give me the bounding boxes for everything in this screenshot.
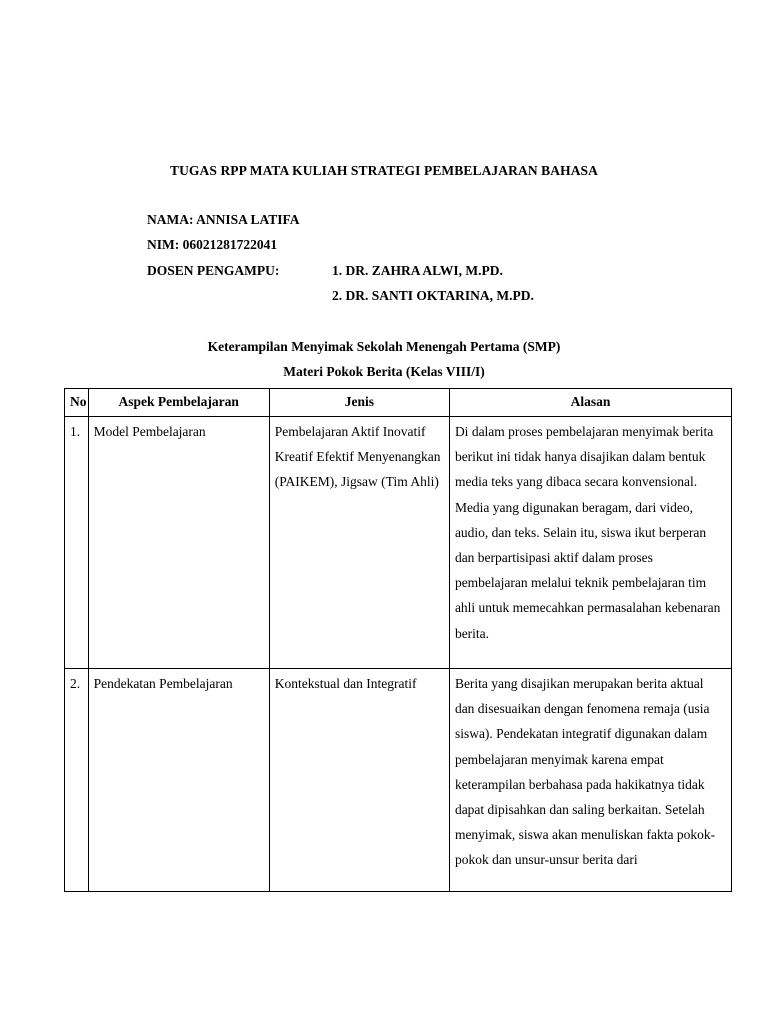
lecturer-label: DOSEN PENGAMPU:: [147, 263, 280, 278]
lesson-table: [64, 388, 732, 892]
table-row: [65, 417, 732, 669]
header-alasan: Alasan: [449, 389, 731, 417]
cell-no: 1.: [65, 417, 89, 669]
lecturer-2: 2. DR. SANTI OKTARINA, M.PD.: [332, 288, 534, 303]
cell-alasan: Berita yang disajikan merupakan berita aktual dan disesuaikan dengan fenomena remaja (usia siswa). Pendekatan integratif digunakan dalam pembelajaran menyimak karena empat keterampilan berbahasa pada hakikatnya tidak dapat dipisahkan dan saling berkaitan. Setelah menyimak, siswa akan menuliskan fakta pokok-pokok dan unsur-unsur berita dari: [449, 669, 731, 892]
cell-jenis: Pembelajaran Aktif Inovatif Kreatif Efektif Menyenangkan (PAIKEM), Jigsaw (Tim Ahli): [269, 417, 449, 669]
cell-alasan: Di dalam proses pembelajaran menyimak berita berikut ini tidak hanya disajikan dalam bentuk media teks yang dibaca secara konvensional. Media yang digunakan beragam, dari video, audio, dan teks. Selain itu, siswa ikut berperan dan berpartisipasi aktif dalam proses pembelajaran melalui teknik pembelajaran tim ahli untuk memecahkan permasalahan kebenaran berita.: [449, 417, 731, 669]
table-row: [65, 669, 732, 892]
student-nim: NIM: 06021281722041: [147, 237, 278, 252]
student-name: NAMA: ANNISA LATIFA: [147, 212, 300, 227]
header-no: No: [65, 389, 89, 417]
table-header-row: [65, 389, 732, 417]
cell-jenis: Kontekstual dan Integratif: [269, 669, 449, 892]
header-jenis: Jenis: [269, 389, 449, 417]
section-subtitle: Materi Pokok Berita (Kelas VIII/I): [283, 364, 485, 379]
section-title: Keterampilan Menyimak Sekolah Menengah Pertama (SMP): [207, 339, 561, 354]
lecturer-row-1: [147, 263, 503, 279]
cell-aspek: Pendekatan Pembelajaran: [88, 669, 269, 892]
cell-aspek: Model Pembelajaran: [88, 417, 269, 669]
header-aspek: Aspek Pembelajaran: [88, 389, 269, 417]
page-title: TUGAS RPP MATA KULIAH STRATEGI PEMBELAJARAN BAHASA: [169, 163, 599, 178]
cell-no: 2.: [65, 669, 89, 892]
lecturer-1: 1. DR. ZAHRA ALWI, M.PD.: [332, 263, 503, 278]
